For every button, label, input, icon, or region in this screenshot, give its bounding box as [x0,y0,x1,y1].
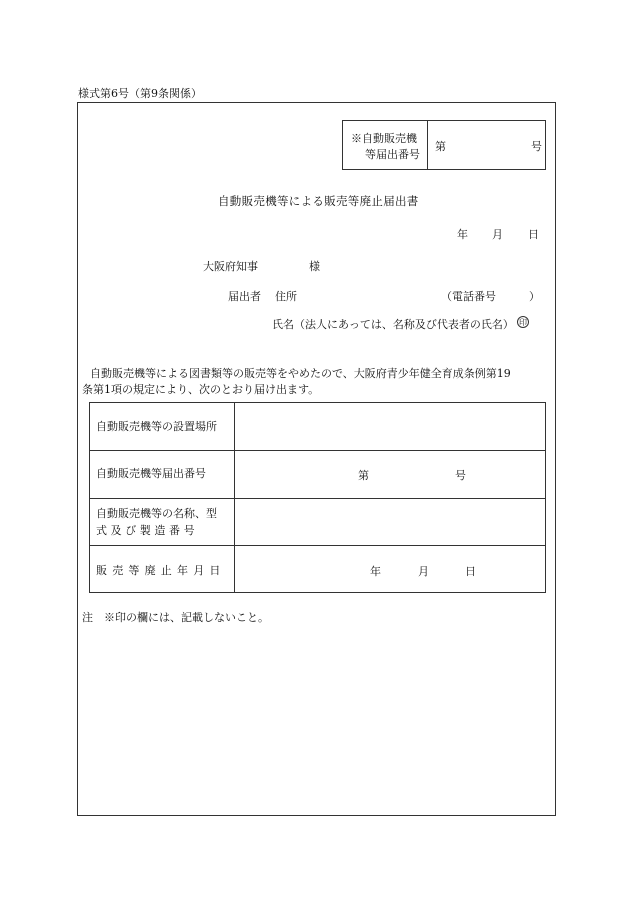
phone-number-label: （電話番号 [441,290,496,303]
registration-label-line1: ※自動販売機 [351,132,417,145]
installation-location-label: 自動販売機等の設置場所 [96,420,217,433]
discontinuation-date-label: 販売等廃止年月日 [96,564,226,577]
registration-box-divider [427,121,428,169]
machine-name-label-line1: 自動販売機等の名称、型 [96,507,217,520]
addressee-honorific: 様 [309,260,320,273]
date-day-mark: 日 [528,228,539,241]
phone-number-close: ） [529,290,540,303]
row4-year-mark: 年 [370,565,381,578]
body-text-line1: 自動販売機等による図書類等の販売等をやめたので、大阪府青少年健全育成条例第19 [90,367,511,380]
form-number-label: 様式第6号（第9条関係） [78,87,202,100]
document-title: 自動販売機等による販売等廃止届出書 [218,194,419,208]
vending-registration-number-label: 自動販売機等届出番号 [96,467,206,480]
registration-number-box [342,120,546,170]
row4-month-mark: 月 [418,565,429,578]
date-year-mark: 年 [457,228,468,241]
registration-go: 号 [531,140,542,153]
table-row-divider [90,545,545,546]
registration-label-line2: 等届出番号 [365,148,420,161]
applicant-name-label: 氏名（法人にあっては、名称及び代表者の氏名） [272,318,514,331]
table-row-divider [90,498,545,499]
seal-mark: 印 [519,318,527,327]
addressee-name: 大阪府知事 [203,260,258,273]
applicant-label: 届出者 [228,290,261,303]
body-text-line2: 条第1項の規定により、次のとおり届け出ます。 [82,383,320,396]
machine-name-label-line2: 式及び製造番号 [96,524,199,537]
registration-dai: 第 [435,140,446,153]
row2-dai: 第 [358,469,369,482]
footnote: 注 ※印の欄には、記載しないこと。 [82,611,269,624]
date-month-mark: 月 [492,228,503,241]
table-row-divider [90,450,545,451]
row2-go: 号 [455,469,466,482]
row4-day-mark: 日 [465,565,476,578]
applicant-address-label: 住所 [275,290,297,303]
